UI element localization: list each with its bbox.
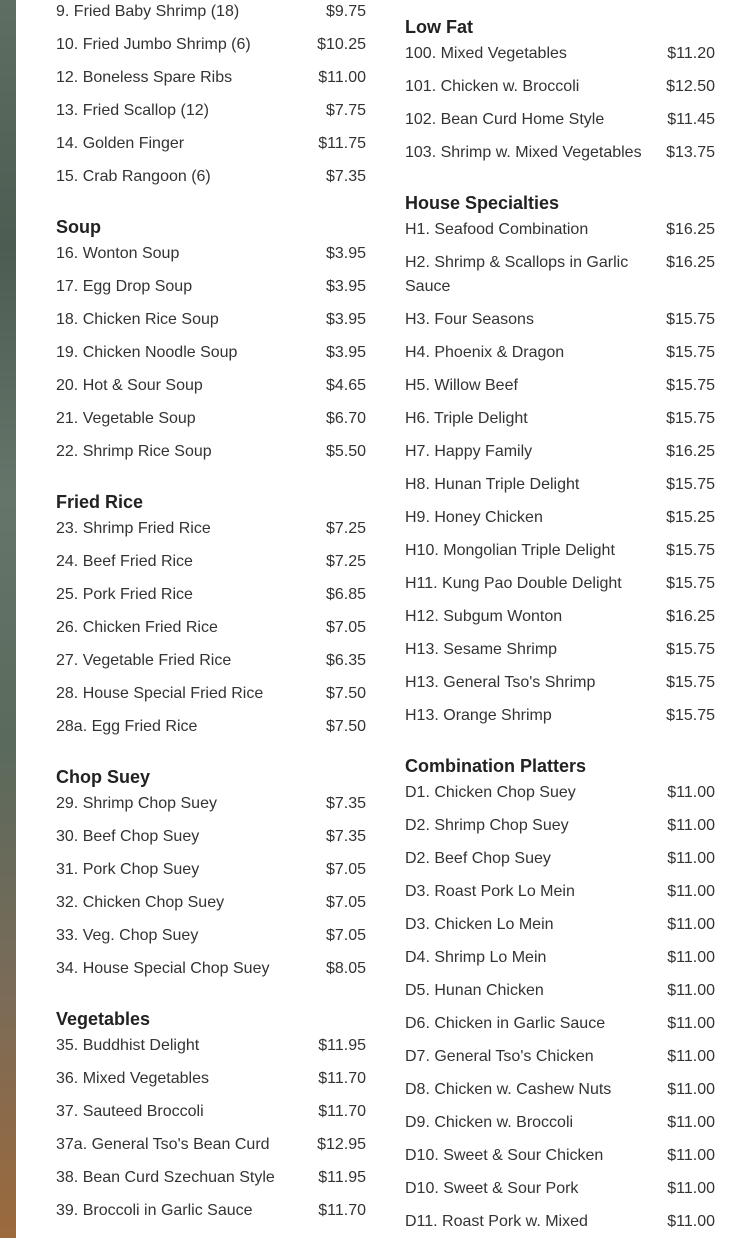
menu-item-price: $15.75 [666, 575, 715, 592]
menu-item-price: $3.95 [325, 344, 366, 361]
menu-item-price: $11.00 [667, 1015, 715, 1032]
section-title: Low Fat [405, 17, 473, 37]
menu-item-price: $7.50 [325, 718, 366, 735]
menu-item [56, 440, 366, 473]
section-spacer [405, 737, 715, 751]
menu-item-name: D10. Sweet & Sour Chicken [405, 1147, 604, 1164]
menu-item-name: D10. Sweet & Sour Pork [405, 1180, 579, 1197]
menu-item-name: 101. Chicken w. Broccoli [405, 78, 580, 95]
menu-item [405, 781, 715, 814]
menu-item-price: $11.00 [667, 1114, 715, 1131]
menu-item-price: $15.75 [666, 707, 715, 724]
menu-item [405, 374, 715, 407]
menu-item-price: $3.95 [325, 278, 366, 295]
menu-item-name: 39. Broccoli in Garlic Sauce [56, 1202, 253, 1219]
menu-item-price: $8.05 [325, 960, 366, 977]
menu-section-low-fat [405, 12, 715, 174]
menu-item [405, 108, 715, 141]
menu-item-price: $13.75 [666, 144, 715, 161]
section-title: Soup [56, 217, 101, 237]
menu-item-price: $11.00 [667, 1180, 715, 1197]
menu-item-name: 29. Shrimp Chop Suey [56, 795, 217, 812]
menu-item-name: 33. Veg. Chop Suey [56, 927, 199, 944]
menu-item-name: 34. House Special Chop Suey [56, 960, 270, 977]
section-title: Vegetables [56, 1009, 151, 1029]
menu-item-price: $15.75 [666, 344, 715, 361]
menu-item-price: $11.70 [318, 1070, 366, 1087]
menu-item [56, 924, 366, 957]
menu-item-price: $11.00 [667, 1081, 715, 1098]
menu-item-name: D8. Chicken w. Cashew Nuts [405, 1081, 612, 1098]
menu-item [405, 572, 715, 605]
menu-item-price: $11.00 [667, 1213, 715, 1230]
section-title: Combination Platters [405, 756, 587, 776]
menu-item-name: 102. Bean Curd Home Style [405, 111, 605, 128]
menu-item-price: $9.75 [325, 3, 366, 20]
menu-item [405, 473, 715, 506]
menu-item-price: $11.00 [667, 982, 715, 999]
menu-item-price: $16.25 [666, 443, 715, 460]
menu-item [56, 583, 366, 616]
menu-item [405, 1177, 715, 1210]
menu-item-name: 30. Beef Chop Suey [56, 828, 200, 845]
section-title: Chop Suey [56, 767, 151, 787]
menu-item-price: $11.00 [667, 784, 715, 801]
menu-item-name: 36. Mixed Vegetables [56, 1070, 209, 1087]
menu-item-price: $7.05 [325, 894, 366, 911]
menu-item-name: 13. Fried Scallop (12) [56, 102, 209, 119]
menu-item-price: $7.25 [325, 520, 366, 537]
menu-item-name: D6. Chicken in Garlic Sauce [405, 1015, 606, 1032]
menu-item [56, 407, 366, 440]
menu-item-price: $11.00 [318, 69, 366, 86]
menu-item-name: 17. Egg Drop Soup [56, 278, 193, 295]
menu-item-price: $10.25 [317, 36, 366, 53]
menu-item-price: $11.95 [318, 1169, 366, 1186]
menu-item-price: $11.75 [318, 135, 366, 152]
menu-item-price: $7.50 [325, 685, 366, 702]
menu-item [405, 1012, 715, 1045]
menu-item [56, 715, 366, 748]
menu-item [56, 1034, 366, 1067]
menu-item [56, 792, 366, 825]
menu-item [56, 66, 366, 99]
menu-item [405, 341, 715, 374]
menu-item [56, 341, 366, 374]
menu-item-price: $11.00 [667, 850, 715, 867]
menu-item [405, 1210, 715, 1243]
menu-item-name: D4. Shrimp Lo Mein [405, 949, 547, 966]
menu-item [405, 506, 715, 539]
menu-item-price: $7.05 [325, 861, 366, 878]
menu-item [405, 1111, 715, 1144]
menu-item [56, 1067, 366, 1100]
menu-item [56, 550, 366, 583]
menu-item-price: $7.35 [325, 828, 366, 845]
menu-item [405, 913, 715, 946]
menu-item [405, 638, 715, 671]
menu-item-name: D7. General Tso's Chicken [405, 1048, 594, 1065]
menu-item-name: 9. Fried Baby Shrimp (18) [56, 3, 240, 20]
menu-item-name: 20. Hot & Sour Soup [56, 377, 203, 394]
menu-item-price: $3.95 [325, 311, 366, 328]
menu-item-name: 12. Boneless Spare Ribs [56, 69, 233, 86]
menu-item-name: H5. Willow Beef [405, 377, 518, 394]
menu-item-name: H11. Kung Pao Double Delight [405, 575, 622, 592]
menu-item-name: 21. Vegetable Soup [56, 410, 196, 427]
menu-item-name: H3. Four Seasons [405, 311, 534, 328]
menu-item [405, 1144, 715, 1177]
menu-section-combination-platters [405, 751, 715, 1243]
menu-item-name: H2. Shrimp & Scallops in Garlic Sauce [405, 254, 629, 295]
menu-item [405, 1078, 715, 1111]
menu-item-price: $11.70 [318, 1202, 366, 1219]
menu-item [56, 275, 366, 308]
menu-item-name: 28. House Special Fried Rice [56, 685, 264, 702]
menu-item-price: $6.70 [325, 410, 366, 427]
menu-item-price: $11.00 [667, 916, 715, 933]
menu-item [56, 1199, 366, 1232]
menu-item-price: $15.75 [666, 377, 715, 394]
menu-item-price: $7.75 [325, 102, 366, 119]
menu-item-price: $12.50 [666, 78, 715, 95]
menu-column-left [56, 0, 366, 1232]
menu-item-name: D11. Roast Pork w. Mixed [405, 1213, 588, 1230]
menu-item-name: H1. Seafood Combination [405, 221, 589, 238]
menu-item [405, 440, 715, 473]
menu-item-name: 18. Chicken Rice Soup [56, 311, 219, 328]
menu-item [56, 1133, 366, 1166]
menu-item-price: $11.00 [667, 817, 715, 834]
menu-item-name: D9. Chicken w. Broccoli [405, 1114, 574, 1131]
menu-item-price: $3.95 [325, 245, 366, 262]
section-title: House Specialties [405, 193, 560, 213]
menu-item [56, 1100, 366, 1133]
menu-item-price: $6.35 [325, 652, 366, 669]
menu-item [56, 308, 366, 341]
menu-item-name: H6. Triple Delight [405, 410, 528, 427]
menu-item [56, 374, 366, 407]
menu-item-price: $7.35 [325, 795, 366, 812]
menu-item-name: 22. Shrimp Rice Soup [56, 443, 212, 460]
menu-item-name: H12. Subgum Wonton [405, 608, 563, 625]
menu-section-chop-suey [56, 762, 366, 990]
menu-item-name: D1. Chicken Chop Suey [405, 784, 576, 801]
menu-item-name: H13. General Tso's Shrimp [405, 674, 596, 691]
menu-item-name: D2. Shrimp Chop Suey [405, 817, 569, 834]
menu-item-name: 37a. General Tso's Bean Curd [56, 1136, 270, 1153]
menu-item-name: 28a. Egg Fried Rice [56, 718, 198, 735]
menu-item [56, 858, 366, 891]
menu-item-name: D2. Beef Chop Suey [405, 850, 551, 867]
menu-item [405, 979, 715, 1012]
section-spacer [56, 748, 366, 762]
menu-item-name: H7. Happy Family [405, 443, 533, 460]
menu-item [405, 218, 715, 251]
menu-item [405, 42, 715, 75]
menu-item-price: $11.00 [667, 949, 715, 966]
menu-item-price: $11.00 [667, 1147, 715, 1164]
menu-item-price: $11.00 [667, 1048, 715, 1065]
menu-item-name: H13. Sesame Shrimp [405, 641, 558, 658]
menu-item-name: 31. Pork Chop Suey [56, 861, 200, 878]
menu-item-price: $11.95 [318, 1037, 366, 1054]
menu-item [56, 517, 366, 550]
menu-item [405, 539, 715, 572]
menu-item [56, 165, 366, 198]
menu-item [405, 605, 715, 638]
menu-item [56, 33, 366, 66]
section-spacer [56, 990, 366, 1004]
menu-item-price: $16.25 [666, 221, 715, 238]
menu-item [56, 957, 366, 990]
menu-item [56, 0, 366, 33]
section-spacer [56, 473, 366, 487]
menu-item [405, 141, 715, 174]
menu-item-price: $7.05 [325, 927, 366, 944]
menu-item-name: 37. Sauteed Broccoli [56, 1103, 204, 1120]
section-title: Fried Rice [56, 492, 144, 512]
menu-item-price: $11.70 [318, 1103, 366, 1120]
menu-item [405, 847, 715, 880]
menu-item-price: $5.50 [325, 443, 366, 460]
menu-item [405, 880, 715, 913]
background-photo-strip [0, 0, 16, 1238]
menu-item-name: 38. Bean Curd Szechuan Style [56, 1169, 275, 1186]
menu-item-price: $15.75 [666, 674, 715, 691]
menu-item-name: H4. Phoenix & Dragon [405, 344, 565, 361]
menu-item-price: $15.25 [666, 509, 715, 526]
menu-item [405, 1045, 715, 1078]
menu-item-name: H13. Orange Shrimp [405, 707, 552, 724]
menu-item-name: H8. Hunan Triple Delight [405, 476, 580, 493]
menu-item-price: $11.20 [667, 45, 715, 62]
menu-item-name: 100. Mixed Vegetables [405, 45, 567, 62]
menu-item [56, 891, 366, 924]
menu-item-name: D3. Chicken Lo Mein [405, 916, 554, 933]
menu-item-price: $4.65 [325, 377, 366, 394]
menu-column-right [405, 12, 715, 1243]
menu-item-price: $15.75 [666, 410, 715, 427]
menu-section-house-specialties [405, 188, 715, 737]
menu-item-name: D5. Hunan Chicken [405, 982, 544, 999]
menu-item [405, 308, 715, 341]
menu-item [405, 814, 715, 847]
menu-item-name: 15. Crab Rangoon (6) [56, 168, 211, 185]
menu-item-price: $15.75 [666, 476, 715, 493]
menu-item-name: 10. Fried Jumbo Shrimp (6) [56, 36, 251, 53]
menu-item-price: $7.05 [325, 619, 366, 636]
menu-item [56, 649, 366, 682]
section-spacer [405, 174, 715, 188]
menu-item-name: 19. Chicken Noodle Soup [56, 344, 238, 361]
menu-item [405, 671, 715, 704]
menu-item [56, 242, 366, 275]
menu-section-fried-rice [56, 487, 366, 748]
menu-item [405, 946, 715, 979]
menu-item [405, 407, 715, 440]
menu-item-price: $6.85 [325, 586, 366, 603]
menu-item [405, 251, 715, 308]
menu-section-vegetables [56, 1004, 366, 1232]
menu-section-soup [56, 212, 366, 473]
menu-item-price: $12.95 [317, 1136, 366, 1153]
menu-item-name: D3. Roast Pork Lo Mein [405, 883, 575, 900]
menu-item-price: $7.25 [325, 553, 366, 570]
menu-item-price: $11.00 [667, 883, 715, 900]
menu-item-price: $15.75 [666, 641, 715, 658]
menu-item-price: $15.75 [666, 311, 715, 328]
menu-item-name: 24. Beef Fried Rice [56, 553, 193, 570]
menu-item [56, 99, 366, 132]
menu-item [56, 132, 366, 165]
menu-item-name: H9. Honey Chicken [405, 509, 543, 526]
menu-item [405, 75, 715, 108]
menu-item-price: $16.25 [666, 608, 715, 625]
menu-item-price: $7.35 [325, 168, 366, 185]
menu-item-name: 14. Golden Finger [56, 135, 185, 152]
menu-item-name: H10. Mongolian Triple Delight [405, 542, 615, 559]
menu-item-price: $11.45 [667, 111, 715, 128]
menu-item [405, 704, 715, 737]
menu-item [56, 1166, 366, 1199]
menu-section-continued [56, 0, 366, 198]
menu-item-name: 25. Pork Fried Rice [56, 586, 193, 603]
menu-item [56, 682, 366, 715]
menu-item-name: 32. Chicken Chop Suey [56, 894, 225, 911]
menu-item-name: 35. Buddhist Delight [56, 1037, 200, 1054]
menu-item-price: $16.25 [666, 254, 715, 271]
menu-item-name: 27. Vegetable Fried Rice [56, 652, 232, 669]
menu-item-name: 26. Chicken Fried Rice [56, 619, 218, 636]
menu-item-name: 16. Wonton Soup [56, 245, 180, 262]
menu-item-price: $15.75 [666, 542, 715, 559]
menu-item [56, 616, 366, 649]
section-spacer [56, 198, 366, 212]
menu-item [56, 825, 366, 858]
menu-item-name: 23. Shrimp Fried Rice [56, 520, 211, 537]
menu-item-name: 103. Shrimp w. Mixed Vegetables [405, 144, 642, 161]
